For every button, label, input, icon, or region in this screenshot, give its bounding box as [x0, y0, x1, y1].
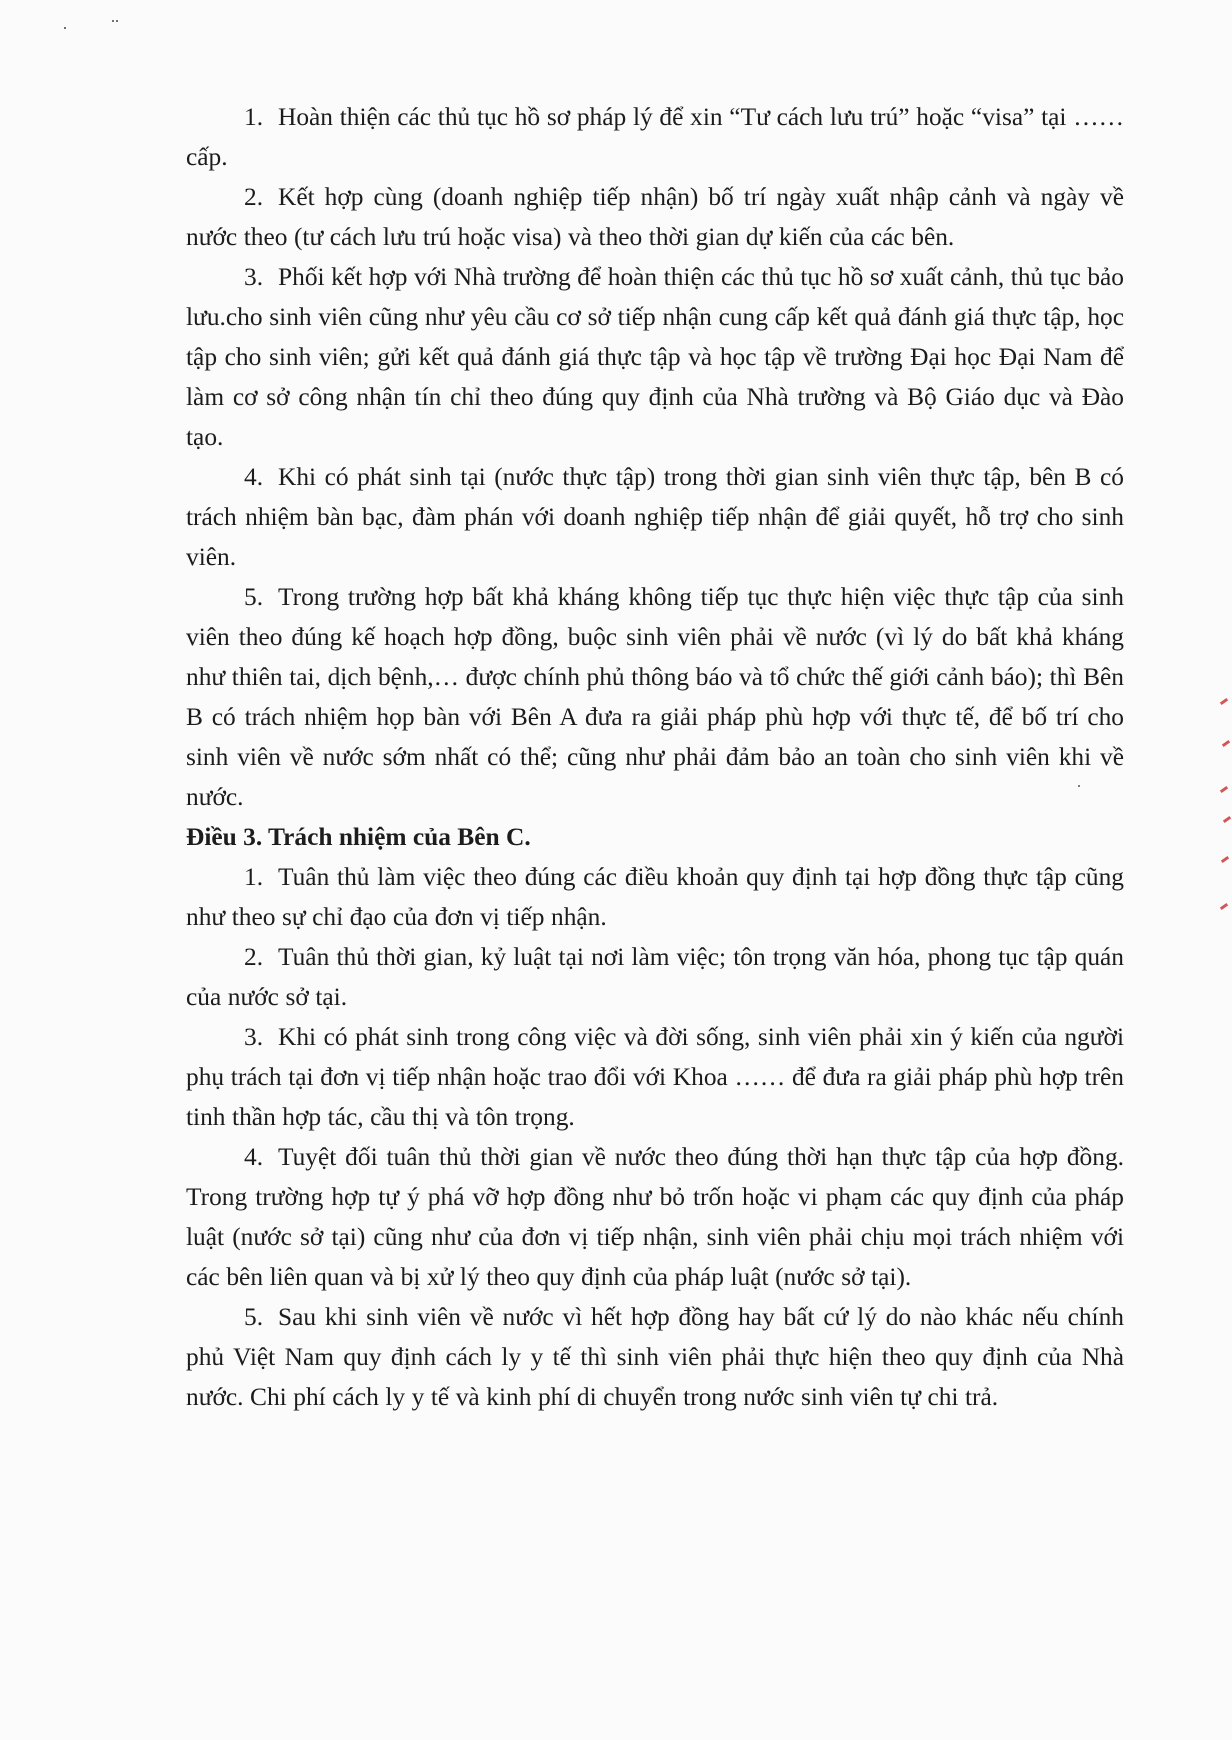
paragraph-number: 2. — [244, 183, 264, 211]
paragraph-number: 3. — [244, 1023, 264, 1051]
paragraph-text: Sau khi sinh viên về nước vì hết hợp đồng hay bất cứ lý do nào khác nếu chính phủ Việt Nam quy định cách ly y tế thì sinh viên phải thực hiện theo quy định của Nhà nước. Chi phí cách ly y tế và kinh phí di chuyển trong nước sinh viên tự chi trả. — [186, 1303, 1124, 1411]
paragraph-3 — [186, 257, 1124, 457]
paragraph-4 — [186, 457, 1124, 577]
paragraph-text: Tuyệt đối tuân thủ thời gian về nước theo đúng thời hạn thực tập của hợp đồng. Trong trường hợp tự ý phá vỡ hợp đồng như bỏ trốn hoặc vi phạm các quy định của pháp luật (nước sở tại) cũng như của đơn vị tiếp nhận, sinh viên phải chịu mọi trách nhiệm với các bên liên quan và bị xử lý theo quy định của pháp luật (nước sở tại). — [186, 1143, 1124, 1291]
paragraph-number: 5. — [244, 583, 264, 611]
paragraph-text: Tuân thủ làm việc theo đúng các điều khoản quy định tại hợp đồng thực tập cũng như theo sự chỉ đạo của đơn vị tiếp nhận. — [186, 863, 1124, 931]
paragraph-2 — [186, 177, 1124, 257]
paragraph-number: 2. — [244, 943, 264, 971]
paragraph-1 — [186, 97, 1124, 177]
section-paragraph-4 — [186, 1137, 1124, 1297]
section-paragraph-2 — [186, 937, 1124, 1017]
section-paragraph-3 — [186, 1017, 1124, 1137]
paragraph-number: 3. — [244, 263, 264, 291]
paragraph-5 — [186, 577, 1124, 817]
section-heading: Điều 3. Trách nhiệm của Bên C. — [186, 823, 531, 851]
paragraph-number: 5. — [244, 1303, 264, 1331]
paragraph-text: Trong trường hợp bất khả kháng không tiếp tục thực hiện việc thực tập của sinh viên theo đúng kế hoạch hợp đồng, buộc sinh viên phải về nước (vì lý do bất khả kháng như thiên tai, dịch bệnh,… được chính phủ thông báo và tổ chức thế giới cảnh báo); thì Bên B có trách nhiệm họp bàn với Bên A đưa ra giải pháp phù hợp với thực tế, để bố trí cho sinh viên về nước sớm nhất có thể; cũng như phải đảm bảo an toàn cho sinh viên khi về nước. — [186, 583, 1124, 811]
paragraph-text: Phối kết hợp với Nhà trường để hoàn thiện các thủ tục hồ sơ xuất cảnh, thủ tục bảo lưu.cho sinh viên cũng như yêu cầu cơ sở tiếp nhận cung cấp kết quả đánh giá thực tập, học tập cho sinh viên; gửi kết quả đánh giá thực tập và học tập về trường Đại học Đại Nam để làm cơ sở công nhận tín chỉ theo đúng quy định của Nhà trường và Bộ Giáo dục và Đào tạo. — [186, 263, 1125, 451]
section-paragraph-5 — [186, 1297, 1124, 1417]
paragraph-text: Hoàn thiện các thủ tục hồ sơ pháp lý để xin “Tư cách lưu trú” hoặc “visa” tại …… cấp. — [186, 103, 1124, 171]
paragraph-number: 1. — [244, 863, 264, 891]
paragraph-number: 1. — [244, 103, 264, 131]
document-body — [186, 97, 1124, 1417]
paragraph-number: 4. — [244, 1143, 264, 1171]
scan-noise-marks — [64, 20, 134, 40]
red-margin-marks — [1216, 700, 1232, 930]
paragraph-text: Kết hợp cùng (doanh nghiệp tiếp nhận) bố trí ngày xuất nhập cảnh và ngày về nước theo (tư cách lưu trú hoặc visa) và theo thời gian dự kiến của các bên. — [186, 183, 1124, 251]
paragraph-text: Khi có phát sinh tại (nước thực tập) trong thời gian sinh viên thực tập, bên B có trách nhiệm bàn bạc, đàm phán với doanh nghiệp tiếp nhận để giải quyết, hỗ trợ cho sinh viên. — [186, 463, 1124, 571]
paragraph-number: 4. — [244, 463, 264, 491]
section-paragraph-1 — [186, 857, 1124, 937]
paragraph-text: Khi có phát sinh trong công việc và đời sống, sinh viên phải xin ý kiến của người phụ trách tại đơn vị tiếp nhận hoặc trao đổi với Khoa …… để đưa ra giải pháp phù hợp trên tinh thần hợp tác, cầu thị và tôn trọng. — [186, 1023, 1124, 1131]
paragraph-text: Tuân thủ thời gian, kỷ luật tại nơi làm việc; tôn trọng văn hóa, phong tục tập quán của nước sở tại. — [186, 943, 1124, 1011]
